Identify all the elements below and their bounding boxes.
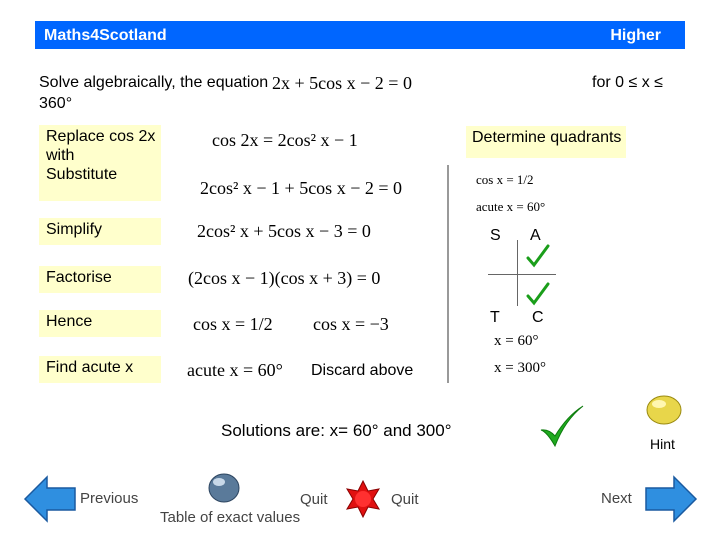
quad-cos-eq: cos x = 1/2 [476,172,534,187]
step-box-replace [39,125,161,201]
tick-icon-a [525,243,551,269]
step-label-hence: Hence [39,310,161,337]
math-acute: acute x = 60° [187,360,283,380]
previous-button[interactable]: Previous [80,490,139,507]
range-prefix: for 0 ≤ x ≤ [592,74,663,91]
quadrants-title: Determine quadrants [466,126,626,158]
divider-line [447,165,449,383]
math-factorise: (2cos x − 1)(cos x + 3) = 0 [188,268,381,288]
discard-text: Discard above [311,362,414,379]
site-title: Maths4Scotland [44,27,167,44]
previous-arrow-icon[interactable] [23,474,78,524]
quadrant-c: C [532,309,544,326]
quit-icon[interactable] [343,479,383,519]
table-of-exact-values-link[interactable]: Table of exact values [160,509,301,526]
level-label: Higher [610,27,661,44]
step-label-replace: Replace cos 2x with [46,128,156,164]
hint-label[interactable]: Hint [650,436,675,452]
solutions-text: Solutions are: x= 60° and 300° [221,421,452,440]
math-hence-a: cos x = 1/2 [193,314,273,334]
quit-button-2[interactable]: Quit [391,491,419,508]
quadrant-t: T [490,309,500,326]
range-end: 360° [39,95,73,112]
step-label-find-acute: Find acute x [39,356,161,383]
step-label-factorise: Factorise [39,266,161,293]
quadrant-a: A [530,227,541,244]
next-arrow-icon[interactable] [643,474,698,524]
quadrant-s: S [490,227,501,244]
math-simplify: 2cos² x + 5cos x − 3 = 0 [197,221,371,241]
question-text: Solve algebraically, the equation [39,74,269,91]
quadrant-axis-h [488,274,556,275]
quad-acute: acute x = 60° [476,199,546,214]
quad-sol1: x = 60° [494,333,539,349]
hint-icon[interactable] [644,392,684,428]
step-label-simplify: Simplify [39,218,161,245]
math-hence-b: cos x = −3 [313,314,389,334]
next-button[interactable]: Next [601,490,632,507]
quad-sol2: x = 300° [494,360,546,376]
header-bar [35,21,685,49]
quit-button-1[interactable]: Quit [300,491,328,508]
quadrant-axis-v [517,240,518,306]
tick-icon-c [525,281,551,307]
math-replace: cos 2x = 2cos² x − 1 [212,130,358,150]
table-icon[interactable] [207,471,241,505]
question-equation: 2x + 5cos x − 2 = 0 [272,73,412,93]
big-tick-icon [537,402,587,450]
math-substitute: 2cos² x − 1 + 5cos x − 2 = 0 [200,178,402,198]
step-label-substitute: Substitute [46,166,118,183]
